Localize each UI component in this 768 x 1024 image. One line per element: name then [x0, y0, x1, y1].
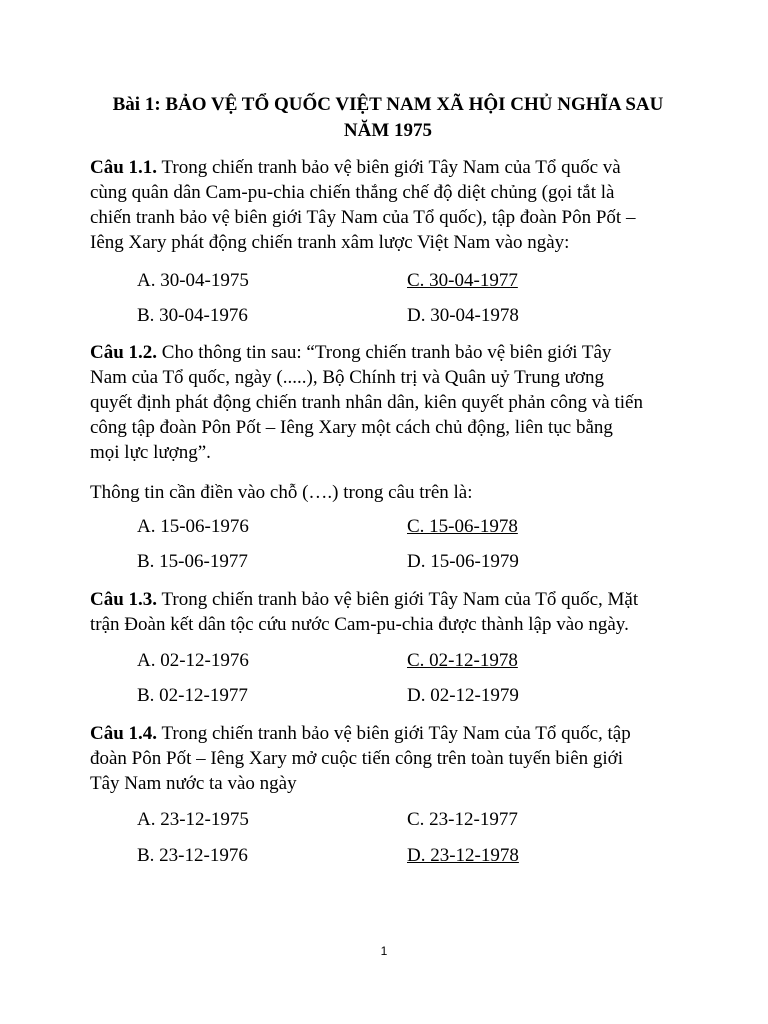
option-b: B. 15-06-1977	[137, 551, 248, 572]
question-text-line: Cho thông tin sau: “Trong chiến tranh bảo vệ biên giới Tây	[157, 342, 612, 363]
question-text-line: chiến tranh bảo vệ biên giới Tây Nam của Tổ quốc), tập đoàn Pôn Pốt –	[90, 207, 636, 228]
option-a: A. 02-12-1976	[137, 650, 249, 671]
option-a: A. 15-06-1976	[137, 516, 249, 537]
question-text-line: Nam của Tổ quốc, ngày (.....), Bộ Chính trị và Quân uỷ Trung ương	[90, 367, 604, 388]
option-c-correct: C. 15-06-1978	[407, 516, 518, 537]
option-b: B. 30-04-1976	[137, 305, 248, 326]
option-b: B. 02-12-1977	[137, 685, 248, 706]
question-label: Câu 1.3.	[90, 589, 158, 610]
question-1-3	[90, 587, 690, 637]
lesson-title-line-1: Bài 1: BẢO VỆ TỔ QUỐC VIỆT NAM XÃ HỘI CHỦ NGHĨA SAU	[112, 94, 664, 115]
option-d-correct: D. 23-12-1978	[407, 845, 519, 866]
option-d: D. 30-04-1978	[407, 305, 519, 326]
question-text-line: công tập đoàn Pôn Pốt – Iêng Xary một cách chủ động, liên tục bằng	[90, 417, 613, 438]
option-a: A. 30-04-1975	[137, 270, 249, 291]
question-text-line: Trong chiến tranh bảo vệ biên giới Tây Nam của Tổ quốc, tập	[157, 723, 631, 744]
option-a: A. 23-12-1975	[137, 809, 249, 830]
option-c: C. 23-12-1977	[407, 809, 518, 830]
lesson-title	[90, 92, 686, 144]
lesson-title-line-2: NĂM 1975	[343, 120, 433, 141]
option-b: B. 23-12-1976	[137, 845, 248, 866]
option-c-correct: C. 02-12-1978	[407, 650, 518, 671]
question-text-line: trận Đoàn kết dân tộc cứu nước Cam-pu-chia được thành lập vào ngày.	[90, 614, 629, 635]
question-label: Câu 1.4.	[90, 723, 158, 744]
option-d: D. 15-06-1979	[407, 551, 519, 572]
question-label: Câu 1.2.	[90, 342, 158, 363]
question-text-line: quyết định phát động chiến tranh nhân dân, kiên quyết phản công và tiến	[90, 392, 643, 413]
question-text-line: Iêng Xary phát động chiến tranh xâm lược Việt Nam vào ngày:	[90, 232, 570, 253]
question-1-2	[90, 340, 690, 465]
question-text-line: cùng quân dân Cam-pu-chia chiến thắng chế độ diệt chủng (gọi tắt là	[90, 182, 615, 203]
question-text-line: Tây Nam nước ta vào ngày	[90, 773, 297, 794]
question-text-line: đoàn Pôn Pốt – Iêng Xary mở cuộc tiến công trên toàn tuyến biên giới	[90, 748, 623, 769]
question-1-1	[90, 155, 690, 255]
question-text-line: mọi lực lượng”.	[90, 442, 211, 463]
option-d: D. 02-12-1979	[407, 685, 519, 706]
page-number: 1	[380, 944, 388, 958]
question-label: Câu 1.1.	[90, 157, 158, 178]
fill-prompt: Thông tin cần điền vào chỗ (….) trong câu trên là:	[90, 482, 473, 503]
question-text-line: Trong chiến tranh bảo vệ biên giới Tây Nam của Tổ quốc và	[157, 157, 621, 178]
question-1-4	[90, 721, 690, 796]
option-c-correct: C. 30-04-1977	[407, 270, 518, 291]
question-text-line: Trong chiến tranh bảo vệ biên giới Tây Nam của Tổ quốc, Mặt	[157, 589, 639, 610]
